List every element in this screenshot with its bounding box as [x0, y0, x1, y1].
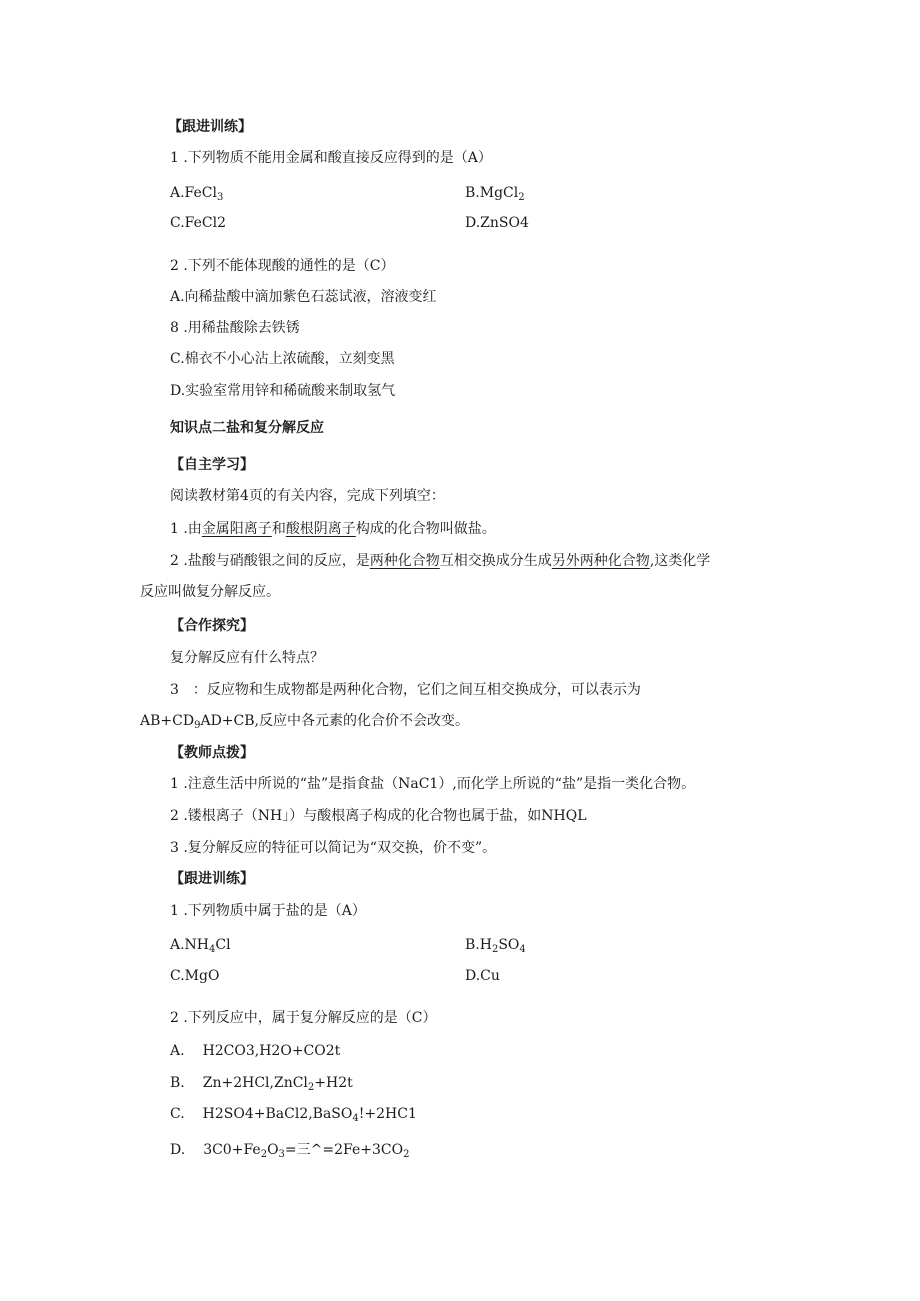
self-study-item-1: 1 .由金属阳离子和酸根阴离子构成的化合物叫做盐。: [170, 521, 496, 537]
blank-answer: 金属阳离子: [201, 521, 272, 537]
self-study-item-2: 2 .盐酸与硝酸银之间的反应，是两种化合物互相交换成分生成另外两种化合物,这类化学: [170, 553, 711, 569]
practice-q1-stem: 1 .下列物质中属于盐的是（A）: [170, 903, 366, 919]
q1-option-a: A.FeCl$_3$: [170, 185, 224, 203]
q1-option-b: B.MgCl$_2$: [465, 185, 525, 203]
knowledge-point-title: 知识点二盐和复分解反应: [170, 420, 324, 436]
self-study-heading: 【自主学习】: [170, 457, 254, 473]
q1-option-c: C.FeCl2: [170, 215, 226, 231]
teacher-item-2: 2 .镂根离子（NH」）与酸根离子构成的化合物也属于盐，如NHQL: [170, 808, 587, 824]
practice-q2-stem: 2 .下列反应中，属于复分解反应的是（C）: [170, 1010, 437, 1026]
blank-answer: 酸根阴离子: [285, 521, 356, 537]
practice-q2-option-d: D. $3C0+Fe_2O_3=$三$\^{}=2Fe+3CO_2$: [170, 1142, 410, 1160]
coop-answer-line-2: $AB+CD_9AD+CB$,反应中各元素的化合价不会改变。: [140, 713, 469, 731]
blank-answer: 另外两种化合物: [551, 553, 650, 569]
q2-option-b: 8 .用稀盐酸除去铁锈: [170, 320, 300, 336]
practice-heading-1: 【跟进训练】: [168, 119, 252, 135]
practice-q1-option-a: $A.NH_4Cl$: [170, 937, 231, 955]
q1-option-d: D.ZnSO4: [465, 215, 529, 231]
practice-q1-option-d: D.Cu: [465, 968, 500, 984]
q2-option-a: A.向稀盐酸中滴加紫色石蕊试液，溶液变红: [170, 289, 437, 305]
teacher-item-3: 3 .复分解反应的特征可以简记为“双交换，价不变”。: [170, 840, 497, 856]
blank-answer: 两种化合物: [369, 553, 440, 569]
practice-q1-option-b: $B.H_2SO_4$: [465, 937, 526, 955]
self-study-intro: 阅读教材第4页的有关内容，完成下列填空：: [170, 488, 445, 504]
q2-option-d: D.实验室常用锌和稀硫酸来制取氢气: [170, 383, 396, 399]
practice-q1-option-c: C.MgO: [170, 968, 220, 984]
teacher-item-1: 1 .注意生活中所说的“盐”是指食盐（NaC1）,而化学上所说的“盐”是指一类化合物。: [170, 776, 696, 792]
question-2-stem: 2 .下列不能体现酸的通性的是（C）: [170, 258, 395, 274]
practice-q2-option-a: A. H2CO3,H2O+CO2t: [170, 1043, 341, 1059]
coop-question: 复分解反应有什么特点？: [170, 650, 324, 666]
q2-option-c: C.棉衣不小心沾上浓硫酸，立刻变黑: [170, 351, 395, 367]
self-study-item-2-cont: 反应叫做复分解反应。: [140, 584, 280, 600]
coop-heading: 【合作探究】: [170, 618, 254, 634]
practice-q2-option-b: B. Zn+2HCl,ZnCl$_2$+H2t: [170, 1075, 353, 1093]
practice-heading-2: 【跟进训练】: [170, 871, 254, 887]
coop-answer-line-1: 3 ：反应物和生成物都是两种化合物，它们之间互相交换成分，可以表示为: [170, 682, 641, 698]
question-1-stem: 1 .下列物质不能用金属和酸直接反应得到的是（A）: [170, 150, 492, 166]
teacher-heading: 【教师点拨】: [170, 745, 254, 761]
practice-q2-option-c: C. H2SO4+BaCl2,BaSO$_4$!+2HC1: [170, 1106, 417, 1124]
